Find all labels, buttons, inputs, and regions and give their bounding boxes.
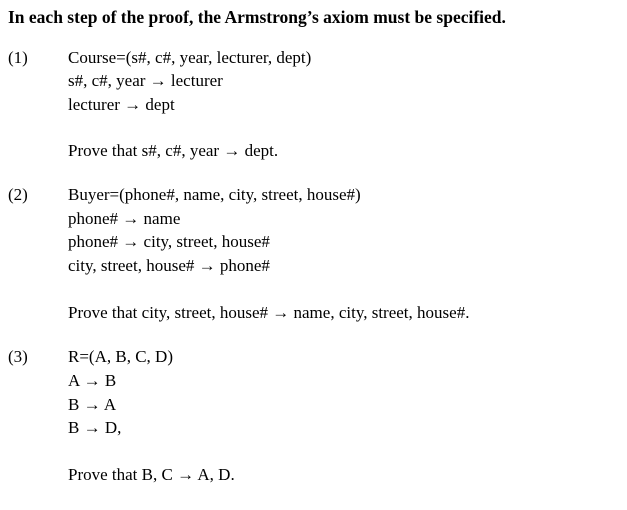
- problem-2-dependency-3: city, street, house# → phone#: [68, 256, 270, 275]
- problem-2-dependency-2: phone# → city, street, house#: [68, 232, 270, 251]
- problem-3-dependency-1: A → B: [68, 371, 117, 390]
- problem-1-relation: Course=(s#, c#, year, lecturer, dept): [68, 48, 312, 67]
- problem-1-dependency-1: s#, c#, year → lecturer: [68, 71, 223, 90]
- problem-3-prove: Prove that B, C → A, D.: [68, 465, 235, 484]
- problem-3-number: (3): [8, 347, 28, 366]
- page-heading: In each step of the proof, the Armstrong’s axiom must be specified.: [8, 7, 506, 27]
- problem-2-prove: Prove that city, street, house# → name, city, street, house#.: [68, 303, 470, 322]
- problem-3-dependency-3: B → D,: [68, 418, 122, 437]
- problem-1-dependency-2: lecturer → dept: [68, 95, 175, 114]
- problem-2-dependency-1: phone# → name: [68, 209, 181, 228]
- problem-2-number: (2): [8, 185, 28, 204]
- problem-1-number: (1): [8, 48, 28, 67]
- problem-1-prove: Prove that s#, c#, year → dept.: [68, 141, 279, 160]
- problem-3-dependency-2: B → A: [68, 395, 117, 414]
- problem-2-relation: Buyer=(phone#, name, city, street, house#): [68, 185, 361, 204]
- problem-3-relation: R=(A, B, C, D): [68, 347, 173, 366]
